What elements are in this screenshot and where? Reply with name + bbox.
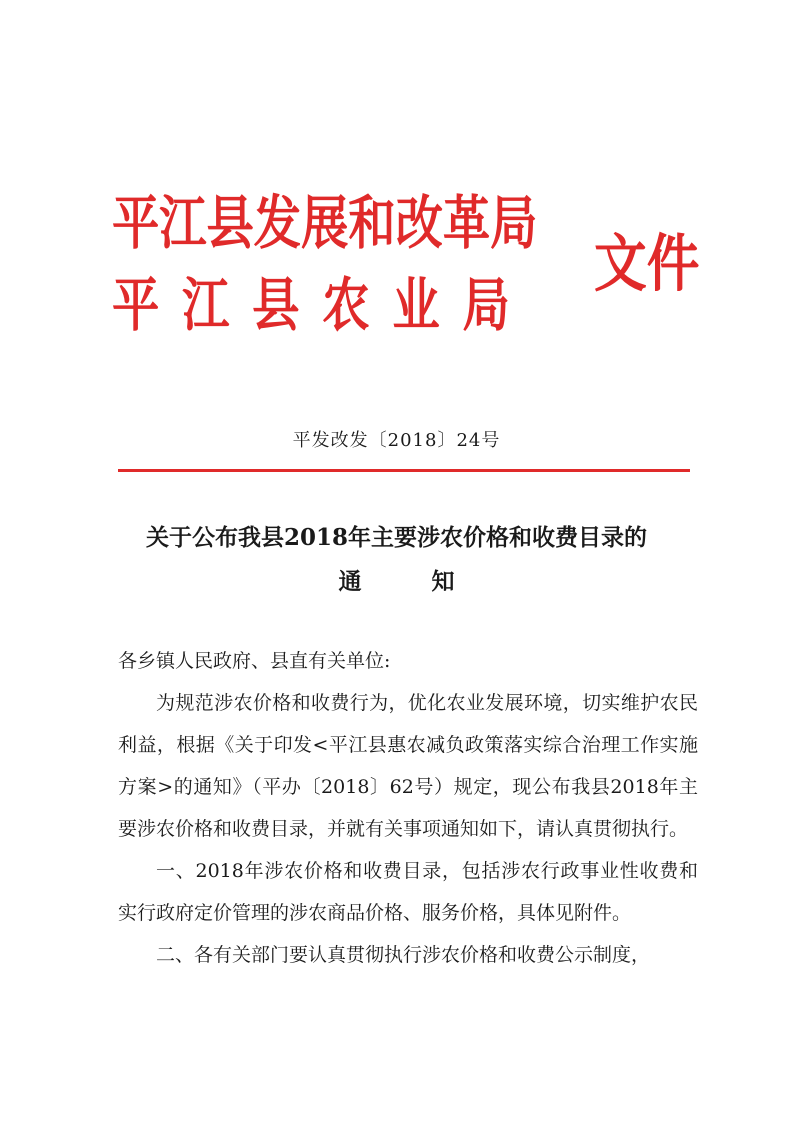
issuing-organizations-header <box>112 188 722 378</box>
document-suffix: 文件 <box>594 227 700 300</box>
org-name-development-reform: 平江县发展和改革局 <box>112 189 538 257</box>
org-name-agriculture: 平江县农业局 <box>112 271 533 339</box>
addressee: 各乡镇人民政府、县直有关单位: <box>118 650 391 672</box>
title-line-2: 通知 <box>338 568 525 595</box>
document-number: 平发改发〔2018〕24号 <box>292 430 501 451</box>
red-divider-line <box>118 469 690 472</box>
body-paragraph-1: 为规范涉农价格和收费行为，优化农业发展环境，切实维护农民利益，根据《关于印发<平江县惠农减负政策落实综合治理工作实施方案>的通知》（平办〔2018〕62号）规定，现公布我县2018年主要涉农价格和收费目录，并就有关事项通知如下，请认真贯彻执行。 <box>118 692 698 840</box>
body-paragraph-2: 一、2018年涉农价格和收费目录，包括涉农行政事业性收费和实行政府定价管理的涉农商品价格、服务价格，具体见附件。 <box>118 860 698 924</box>
body-paragraph-3: 二、各有关部门要认真贯彻执行涉农价格和收费公示制度， <box>156 944 651 966</box>
title-line-1: 关于公布我县2018年主要涉农价格和收费目录的 <box>145 524 647 551</box>
document-title <box>0 520 793 600</box>
document-body <box>118 640 698 976</box>
